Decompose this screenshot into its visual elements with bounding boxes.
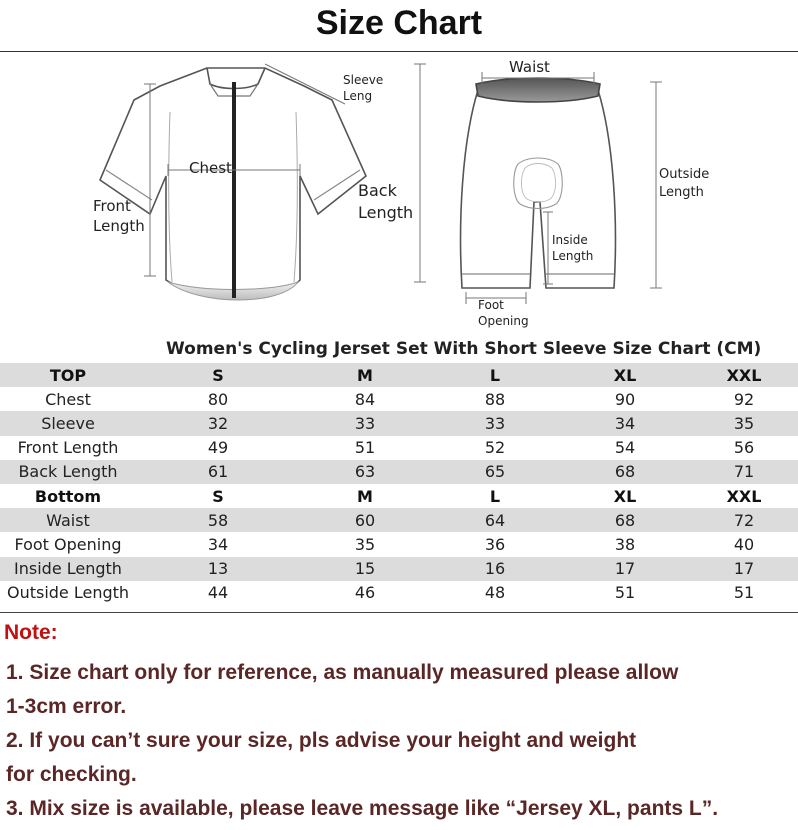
table-cell: 33	[300, 411, 430, 435]
waist-label: Waist	[509, 58, 550, 76]
table-row-label: Bottom	[34, 486, 102, 506]
table-row	[0, 581, 798, 605]
table-cell: 68	[560, 460, 690, 484]
table-row	[0, 532, 798, 556]
table-cell: 61	[136, 460, 300, 484]
table-cell: L	[489, 486, 501, 506]
jersey-drawing	[100, 68, 366, 300]
table-cell: 17	[560, 557, 690, 581]
table-cell: 46	[354, 583, 376, 603]
note-heading: Note:	[4, 621, 58, 644]
table-row-label: Back Length	[0, 460, 136, 484]
table-cell: 36	[484, 534, 506, 554]
table-cell: 49	[207, 438, 229, 458]
table-cell: 15	[300, 557, 430, 581]
table-cell: 16	[430, 557, 560, 581]
note-line-3: 2. If you can’t sure your size, pls advise your height and weight	[6, 729, 637, 752]
table-cell: XL	[613, 486, 637, 506]
table-cell: 33	[430, 411, 560, 435]
chest-label: Chest	[189, 159, 232, 177]
table-cell: 51	[614, 583, 636, 603]
table-cell: 38	[614, 534, 636, 554]
table-cell: M	[357, 486, 373, 506]
table-row-label: TOP	[0, 363, 136, 387]
table-cell: 51	[354, 438, 376, 458]
table-cell: 40	[733, 534, 755, 554]
table-cell: 65	[430, 460, 560, 484]
table-cell: XXL	[690, 363, 798, 387]
table-cell: XL	[560, 363, 690, 387]
table-cell: M	[300, 363, 430, 387]
table-row	[0, 557, 798, 581]
table-cell: 34	[207, 534, 229, 554]
table-cell: 84	[354, 389, 376, 409]
table-row-label: Inside Length	[0, 557, 136, 581]
outside-length-label: Outside Length	[659, 167, 710, 200]
page-title: Size Chart	[315, 4, 483, 42]
table-section-header-row	[0, 363, 798, 387]
table-cell: 80	[207, 389, 229, 409]
table-cell: 72	[690, 508, 798, 532]
table-cell: S	[212, 486, 224, 506]
table-bottom-divider	[0, 612, 798, 613]
table-cell: S	[136, 363, 300, 387]
table-cell: 68	[560, 508, 690, 532]
table-cell: 52	[484, 438, 506, 458]
table-row-label: Waist	[0, 508, 136, 532]
table-row	[0, 508, 798, 532]
table-row	[0, 387, 798, 411]
front-length-label: Front Length	[93, 197, 145, 236]
note-line-4: for checking.	[6, 763, 137, 786]
inside-length-label: Inside Length	[552, 233, 594, 264]
table-cell: 44	[207, 583, 229, 603]
table-cell: 51	[733, 583, 755, 603]
note-line-5: 3. Mix size is available, please leave message like “Jersey XL, pants L”.	[6, 797, 719, 820]
table-cell: 71	[690, 460, 798, 484]
table-cell: 48	[484, 583, 506, 603]
table-cell: 17	[690, 557, 798, 581]
table-cell: 88	[484, 389, 506, 409]
foot-opening-label: Foot Opening	[478, 298, 529, 329]
table-cell: 32	[136, 411, 300, 435]
table-row-label: Foot Opening	[14, 534, 122, 554]
table-cell: 13	[136, 557, 300, 581]
table-section-header-row	[0, 484, 798, 508]
table-cell: 63	[300, 460, 430, 484]
table-cell: XXL	[726, 486, 762, 506]
table-cell: 35	[690, 411, 798, 435]
table-cell: 34	[560, 411, 690, 435]
table-cell: 54	[614, 438, 636, 458]
table-row	[0, 436, 798, 460]
table-cell: 64	[430, 508, 560, 532]
table-cell: 56	[733, 438, 755, 458]
table-cell: 58	[136, 508, 300, 532]
sleeve-length-label: Sleeve Leng	[343, 73, 384, 104]
table-title: Women's Cycling Jerset Set With Short Sleeve Size Chart (CM)	[166, 339, 762, 359]
table-row	[0, 411, 798, 435]
table-row-label: Sleeve	[0, 411, 136, 435]
table-cell: L	[430, 363, 560, 387]
table-row-label: Chest	[45, 389, 91, 409]
table-cell: 60	[300, 508, 430, 532]
note-line-1: 1. Size chart only for reference, as manually measured please allow	[6, 661, 679, 684]
table-row	[0, 460, 798, 484]
table-row-label: Outside Length	[6, 583, 130, 603]
table-cell: 92	[733, 389, 755, 409]
back-length-label: Back Length	[358, 181, 414, 222]
table-cell: 90	[614, 389, 636, 409]
table-cell: 35	[354, 534, 376, 554]
table-row-label: Front Length	[17, 438, 119, 458]
size-table	[0, 363, 798, 605]
measurement-diagram	[0, 52, 798, 334]
note-line-2: 1-3cm error.	[6, 695, 127, 718]
